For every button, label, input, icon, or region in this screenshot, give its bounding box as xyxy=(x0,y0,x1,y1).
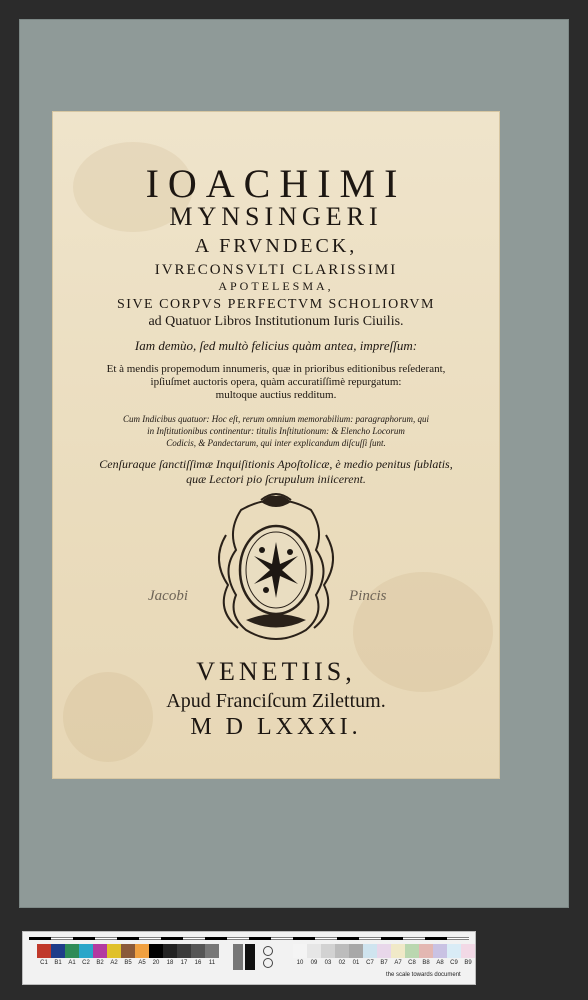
title-page xyxy=(53,112,499,778)
gray-patch xyxy=(363,944,377,958)
black-bar xyxy=(245,944,255,970)
patch-label: 20 xyxy=(152,960,160,966)
patch-label: C8 xyxy=(408,960,416,966)
patch-label: 11 xyxy=(208,960,216,966)
edition-statement: Iam demùo, ſed multò felicius quàm antea, impreſſum: xyxy=(134,338,418,353)
color-patch xyxy=(121,944,135,958)
indices-line-2: in Inſtitutionibus continentur: titulis Inſtitutionum: & Elencho Locorum xyxy=(147,426,405,436)
patch-label: 10 xyxy=(296,960,304,966)
color-patch xyxy=(37,944,51,958)
gray-patch xyxy=(349,944,363,958)
gray-patch xyxy=(405,944,419,958)
signature-left: Jacobi xyxy=(148,588,188,604)
gray-patch xyxy=(391,944,405,958)
patch-label: A1 xyxy=(68,960,76,966)
patch-label: B7 xyxy=(380,960,388,966)
imprint-year: M D LXXXI. xyxy=(190,714,362,740)
patch-label: B9 xyxy=(464,960,472,966)
gray-patch xyxy=(433,944,447,958)
color-patch xyxy=(107,944,121,958)
patch-label: 09 xyxy=(310,960,318,966)
work-subtitle-2: ad Quatuor Libros Institutionum Iuris Ciuilis. xyxy=(148,314,404,329)
patch-label: C9 xyxy=(450,960,458,966)
censorship-line-1: Cenſuraque ſanctiſſimæ Inquiſitionis Apoſtolicæ, è medio penitus ſublatis, xyxy=(99,457,453,471)
patch-label: C2 xyxy=(82,960,90,966)
color-patch xyxy=(149,944,163,958)
gray-bar xyxy=(233,944,243,970)
patch-label: A7 xyxy=(394,960,402,966)
signature-right: Pincis xyxy=(349,588,387,604)
patch-label: 16 xyxy=(194,960,202,966)
patch-label: 02 xyxy=(338,960,346,966)
description-line-3: multoque auctius redditum. xyxy=(215,389,337,401)
gray-patch xyxy=(307,944,321,958)
gray-patch xyxy=(335,944,349,958)
scale-ruler xyxy=(29,934,469,943)
scale-note: the scale towards document xyxy=(386,972,461,978)
color-patch xyxy=(51,944,65,958)
gray-patch xyxy=(377,944,391,958)
patch-label: A5 xyxy=(138,960,146,966)
printer-device-emblem xyxy=(206,490,346,650)
gray-patch xyxy=(461,944,475,958)
patch-label: A2 xyxy=(110,960,118,966)
imprint-place: VENETIIS, xyxy=(196,657,356,686)
gray-patch xyxy=(419,944,433,958)
color-patch xyxy=(135,944,149,958)
color-patch xyxy=(163,944,177,958)
patch-label: B5 xyxy=(124,960,132,966)
author-first-name: IOACHIMI xyxy=(145,161,407,206)
patch-label: 18 xyxy=(166,960,174,966)
color-calibration-target xyxy=(22,931,476,985)
gray-patch-labels xyxy=(293,960,475,966)
gray-patch xyxy=(293,944,307,958)
indices-line-1: Cum Indicibus quatuor: Hoc eſt, rerum omnium memorabilium: paragraphorum, qui xyxy=(123,414,429,424)
color-patch xyxy=(65,944,79,958)
author-title: IVRECONSVLTI CLARISSIMI xyxy=(154,262,398,278)
patch-label: 17 xyxy=(180,960,188,966)
color-patch xyxy=(177,944,191,958)
patch-label: C1 xyxy=(40,960,48,966)
color-patch xyxy=(205,944,219,958)
patch-label: 03 xyxy=(324,960,332,966)
color-patches xyxy=(37,944,219,958)
gray-patch xyxy=(321,944,335,958)
work-title: APOTELESMA, xyxy=(218,279,334,293)
patch-label: B8 xyxy=(422,960,430,966)
author-origin: A FRVNDECK, xyxy=(194,235,358,257)
patch-label: B2 xyxy=(96,960,104,966)
registration-mark xyxy=(263,958,273,968)
patch-label: 01 xyxy=(352,960,360,966)
indices-line-3: Codicis, & Pandectarum, qui inter explicandum diſcuſſi ſunt. xyxy=(166,438,386,448)
description-line-2: ipſiuſmet auctoris opera, quàm accuratiſſimè repurgatum: xyxy=(150,376,402,388)
description-line-1: Et à mendis propemodum innumeris, quæ in prioribus editionibus reſederant, xyxy=(106,363,446,375)
gray-patch xyxy=(447,944,461,958)
color-patch xyxy=(191,944,205,958)
patch-label: C7 xyxy=(366,960,374,966)
imprint-publisher: Apud Franciſcum Zilettum. xyxy=(166,690,386,712)
patch-label: A8 xyxy=(436,960,444,966)
censorship-line-2: quæ Lectori pio ſcrupulum iniicerent. xyxy=(186,472,366,486)
color-patch xyxy=(79,944,93,958)
color-patch-labels xyxy=(37,960,219,966)
author-surname: MYNSINGERI xyxy=(169,202,383,231)
patch-label: B1 xyxy=(54,960,62,966)
work-subtitle: SIVE CORPVS PERFECTVM SCHOLIORVM xyxy=(117,297,435,312)
color-patch xyxy=(93,944,107,958)
gray-patches xyxy=(293,944,475,958)
registration-mark xyxy=(263,946,273,956)
